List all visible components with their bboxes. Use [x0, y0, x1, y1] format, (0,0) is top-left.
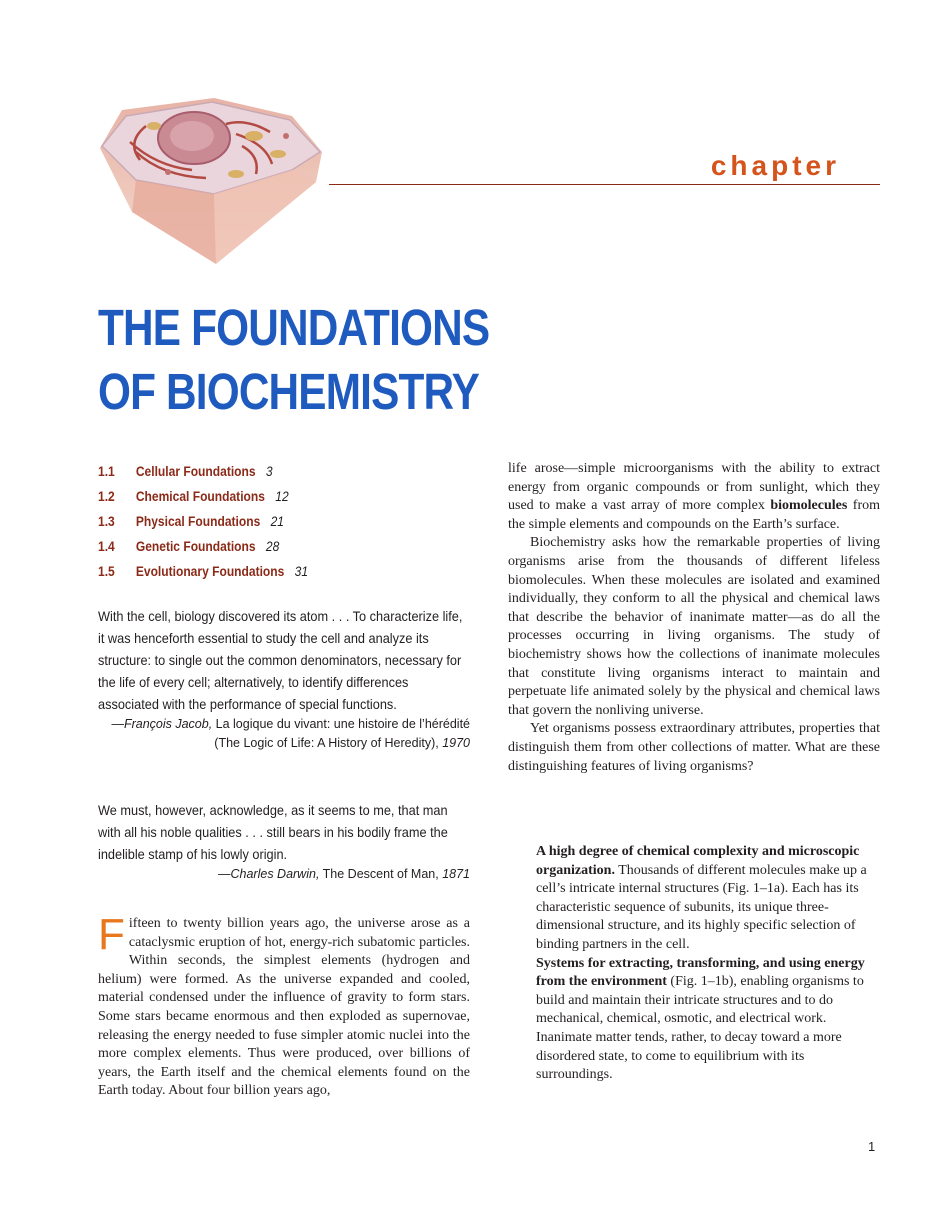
epigraph-year: 1970: [442, 736, 470, 750]
body-paragraph-2: Biochemistry asks how the remarkable properties of living organisms arise from the thousands of different lifeless biomolecules. When these molecules are isolated and examined individually, they conform to all the physical and chemical laws that describe the behavior of inanimate matter—as do all the processes occurring in living organisms. The study of biochemistry shows how the collections of inanimate molecules that constitute living organisms interact to maintain and perpetuate life animated solely by the physical and chemical laws that govern the nonliving universe.: [508, 535, 880, 718]
section-page: 21: [270, 513, 285, 529]
section-number: 1.2: [98, 488, 115, 504]
features-list: [536, 843, 876, 1085]
chapter-label: chapter: [710, 150, 840, 181]
chapter-title-line-2: OF BIOCHEMISTRY: [98, 363, 480, 420]
feature-heading: Systems for extracting, transforming, and using energy from the environment: [536, 955, 865, 990]
section-title: Cellular Foundations: [135, 463, 256, 479]
section-title: Evolutionary Foundations: [135, 563, 285, 579]
epigraph-darwin: [98, 799, 470, 884]
chapter-title-line-1: THE FOUNDATIONS: [98, 299, 490, 356]
section-item[interactable]: [98, 459, 425, 484]
body-column-right: [508, 460, 880, 776]
section-item[interactable]: [98, 559, 425, 584]
drop-cap: F: [98, 910, 125, 959]
epigraph-work: The Descent of Man,: [322, 867, 439, 881]
section-title: Genetic Foundations: [135, 538, 256, 554]
opening-paragraph-text: ifteen to twenty billion years ago, the universe arose as a cataclysmic eruption of hot, energy-rich subatomic particles. Within seconds, the simplest elements (hydrogen and helium) were formed. As the universe expanded and cooled, material condensed under the influence of gravity to form stars. Some stars became enormous and then exploded as supernovae, releasing the energy needed to fuse simpler atomic nuclei into the more complex elements. Thus were produced, over billions of years, the Earth itself and the chemical elements found on the Earth today. About four billion years ago,: [98, 916, 470, 1099]
epigraph-text: With the cell, biology discovered its atom . . . To characterize life, it was henceforth essential to study the cell and analyze its structure: to single out the common denominators, necessary for the life of every cell; alternatively, to identify differences associated with the performance of special functions.: [98, 608, 463, 712]
section-number: 1.1: [98, 463, 115, 479]
epigraph-attribution: [98, 715, 470, 753]
section-page: 12: [275, 488, 289, 504]
section-item[interactable]: [98, 509, 425, 534]
section-page: 31: [294, 563, 309, 579]
feature-item: [536, 843, 876, 955]
section-number: 1.5: [98, 563, 115, 579]
section-title: Physical Foundations: [135, 513, 261, 529]
feature-heading: A high degree of chemical complexity and microscopic organization.: [536, 844, 860, 878]
epigraph-attribution: [98, 865, 470, 884]
epigraph-text: We must, however, acknowledge, as it seems to me, that man with all his noble qualities . . . still bears in his bodily frame the indelible stamp of his lowly origin.: [98, 802, 448, 862]
section-number: 1.3: [98, 513, 115, 529]
section-number: 1.4: [98, 538, 115, 554]
epigraph-work: La logique du vivant: une histoire de l’hérédité: [215, 717, 470, 731]
section-list: [98, 459, 478, 584]
feature-item: [536, 955, 876, 1085]
feature-text: (Fig. 1–1b), enabling organisms to build and maintain their intricate structures and to do mechanical, chemical, osmotic, and electrical work. Inanimate matter tends, rather, to decay toward a more disordered state, to come to equilibrium with its surroundings.: [536, 974, 864, 1083]
section-item[interactable]: [98, 484, 425, 509]
body-paragraph-1: [508, 460, 880, 534]
section-page: 28: [265, 538, 280, 554]
paragraph-text: life arose—simple microorganisms with the ability to extract energy from organic compounds or from sunlight, which they used to make a vast array of more complex: [508, 461, 880, 514]
epigraph-work-translation: (The Logic of Life: A History of Heredity),: [214, 736, 439, 750]
chapter-rule: [329, 184, 880, 185]
chapter-title: [98, 296, 489, 424]
body-column-left: [98, 910, 470, 1101]
paragraph-text: from the simple elements and compounds on the Earth’s surface.: [508, 498, 881, 532]
feature-text: Thousands of different molecules make up a cell’s intricate internal structures (Fig. 1–1a). Each has its characteristic sequence of subunits, its unique three-dimensional structure, and its highly specific selection of binding partners in the cell.: [536, 862, 867, 952]
epigraph-author: —François Jacob,: [111, 717, 213, 731]
epigraph-author: —Charles Darwin,: [218, 867, 320, 881]
body-paragraph-3: Yet organisms possess extraordinary attributes, properties that distinguish them from other collections of matter. What are these distinguishing features of living organisms?: [508, 721, 880, 774]
section-title: Chemical Foundations: [135, 488, 265, 504]
key-term-biomolecules: biomolecules: [770, 498, 848, 514]
epigraph-year: 1871: [442, 867, 470, 881]
opening-paragraph: [98, 910, 470, 1101]
cell-illustration: [96, 96, 328, 266]
page-number: 1: [868, 1139, 876, 1154]
section-item[interactable]: [98, 534, 425, 559]
section-page: 3: [265, 463, 273, 479]
epigraph-jacob: [98, 605, 470, 753]
